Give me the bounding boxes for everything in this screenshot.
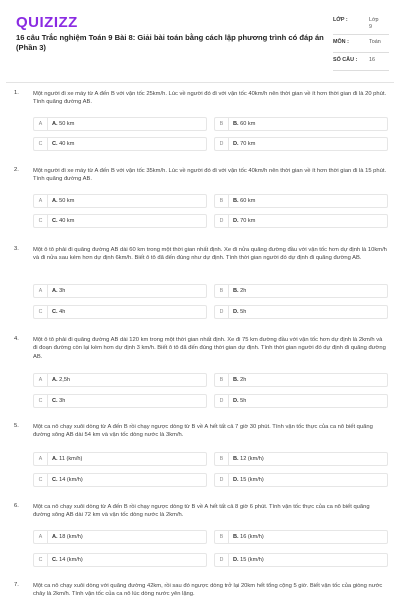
option-c[interactable]: C C. 4h xyxy=(33,305,207,319)
meta-count-label: SỐ CÂU : xyxy=(333,57,358,63)
option-letter: C xyxy=(34,215,48,228)
option-a[interactable]: A A. 2,5h xyxy=(33,373,207,387)
question-number: 3. xyxy=(14,246,19,252)
meta-class-label: LỚP : xyxy=(333,17,348,23)
option-d[interactable]: D D. 70 km xyxy=(214,137,388,151)
quizizz-logo: QUIZIZZ xyxy=(16,14,78,31)
option-c[interactable]: C C. 14 (km/h) xyxy=(33,473,207,487)
option-d[interactable]: D D. 5h xyxy=(214,394,388,408)
option-a[interactable]: A A. 11 (km/h) xyxy=(33,452,207,466)
header-divider xyxy=(6,82,394,83)
option-b[interactable]: B B. 60 km xyxy=(214,117,388,131)
option-letter: D xyxy=(215,215,229,228)
question-number: 6. xyxy=(14,503,19,509)
option-letter: D xyxy=(215,474,229,487)
option-a[interactable]: A A. 18 (km/h) xyxy=(33,530,207,544)
option-a[interactable]: A A. 50 km xyxy=(33,194,207,208)
meta-count-value: 16 xyxy=(369,57,375,63)
option-letter: A xyxy=(34,453,48,466)
option-letter: D xyxy=(215,138,229,151)
option-d[interactable]: D D. 15 (km/h) xyxy=(214,473,388,487)
option-letter: B xyxy=(215,531,229,544)
meta-class-row xyxy=(333,13,389,35)
option-a[interactable]: A A. 3h xyxy=(33,284,207,298)
option-b[interactable]: B B. 60 km xyxy=(214,194,388,208)
question-text: Một ô tô phải đi quãng đường AB dài 60 km trong một thời gian nhất định. Xe đi nửa quãng đường đầu với vận tốc hơn dự định là 10km/h và đi nửa sau kém hơn dự định 6km/h. Biết ô tô đã đến đúng như dự định. Tính thời gian người đó dự định đi quãng đường AB. xyxy=(33,247,387,262)
option-letter: B xyxy=(215,285,229,298)
question-number: 4. xyxy=(14,336,19,342)
option-letter: C xyxy=(34,138,48,151)
meta-subject-row xyxy=(333,35,389,53)
question-text: Một người đi xe máy từ A đến B với vận tốc 25km/h. Lúc về người đó đi với vận tốc 40km/h nên thời gian về ít hơn thời gian đi là 20 phút. Tính quãng đường AB. xyxy=(33,91,387,106)
question-number: 1. xyxy=(14,90,19,96)
question-text: Một người đi xe máy từ A đến B với vận tốc 35km/h. Lúc về người đó đi với vận tốc 40km/h nên thời gian về ít hơn thời gian đi là 15 phút. Tính quãng đường AB. xyxy=(33,168,387,183)
worksheet-header xyxy=(0,0,400,78)
option-b[interactable]: B B. 16 (km/h) xyxy=(214,530,388,544)
question-text: Một ca nô chạy xuôi dòng với quãng đường 42km, rồi sau đó ngược dòng trở lại 20km hết tổng cộng 5 giờ. Biết vận tốc của giòng nước chảy là 2km/h. Tính vận tốc của ca nô lúc dòng nước yên lặng. xyxy=(33,583,383,598)
option-letter: B xyxy=(215,118,229,131)
option-b[interactable]: B B. 2h xyxy=(214,373,388,387)
option-letter: D xyxy=(215,554,229,567)
option-letter: B xyxy=(215,195,229,208)
option-c[interactable]: C C. 40 km xyxy=(33,214,207,228)
option-b[interactable]: B B. 12 (km/h) xyxy=(214,452,388,466)
option-c[interactable]: C C. 14 (km/h) xyxy=(33,553,207,567)
option-c[interactable]: C C. 3h xyxy=(33,394,207,408)
option-letter: C xyxy=(34,395,48,408)
option-letter: A xyxy=(34,195,48,208)
worksheet-title: 16 câu Trắc nghiệm Toán 9 Bài 8: Giải bài toán bằng cách lập phương trình có đáp án (Phần 3) xyxy=(16,33,324,52)
worksheet-meta xyxy=(333,13,389,71)
option-letter: B xyxy=(215,453,229,466)
question-text: Một ca nô chạy xuôi dòng từ A đến B rồi chạy ngược dòng từ B về A hết tất cả 8 giờ 6 phút. Tính vận tốc thực của ca nô biết quãng đường sông AB dài 72 km và vận tốc dòng nước là 2km/h. xyxy=(33,504,370,519)
option-letter: C xyxy=(34,474,48,487)
option-letter: A xyxy=(34,374,48,387)
question-number: 7. xyxy=(14,582,19,588)
question-text: Một ô tô phải đi quãng đường AB dài 120 km trong một thời gian nhất định. Xe đi 75 km đường đầu với vận tốc hơn dự định là 2km/h và đi đoạn đường còn lại kém hơn dự định 3 km/h. Biết ô tô đã đến đúng thời gian dự định. Tính thời gian người đó dự định đi quãng đường AB. xyxy=(33,337,386,360)
meta-count-row xyxy=(333,53,389,71)
option-letter: A xyxy=(34,118,48,131)
question-text: Một ca nô chạy xuôi dòng từ A đến B rồi chạy ngược dòng từ B về A hết tất cả 7 giờ 30 phút. Tính vận tốc thực của ca nô biết quãng đường sông AB dài 54 km và vận tốc dòng nước là 3km/h. xyxy=(33,424,373,439)
question-number: 5. xyxy=(14,423,19,429)
option-letter: D xyxy=(215,395,229,408)
option-d[interactable]: D D. 5h xyxy=(214,305,388,319)
option-a[interactable]: A A. 50 km xyxy=(33,117,207,131)
option-letter: D xyxy=(215,306,229,319)
meta-subject-label: MÔN : xyxy=(333,39,349,45)
option-d[interactable]: D D. 15 (km/h) xyxy=(214,553,388,567)
option-d[interactable]: D D. 70 km xyxy=(214,214,388,228)
option-letter: C xyxy=(34,554,48,567)
option-letter: B xyxy=(215,374,229,387)
option-letter: A xyxy=(34,285,48,298)
option-letter: C xyxy=(34,306,48,319)
option-c[interactable]: C C. 40 km xyxy=(33,137,207,151)
option-letter: A xyxy=(34,531,48,544)
meta-class-value: Lớp 9 xyxy=(369,17,379,30)
option-b[interactable]: B B. 2h xyxy=(214,284,388,298)
meta-subject-value: Toán xyxy=(369,39,381,45)
question-number: 2. xyxy=(14,167,19,173)
